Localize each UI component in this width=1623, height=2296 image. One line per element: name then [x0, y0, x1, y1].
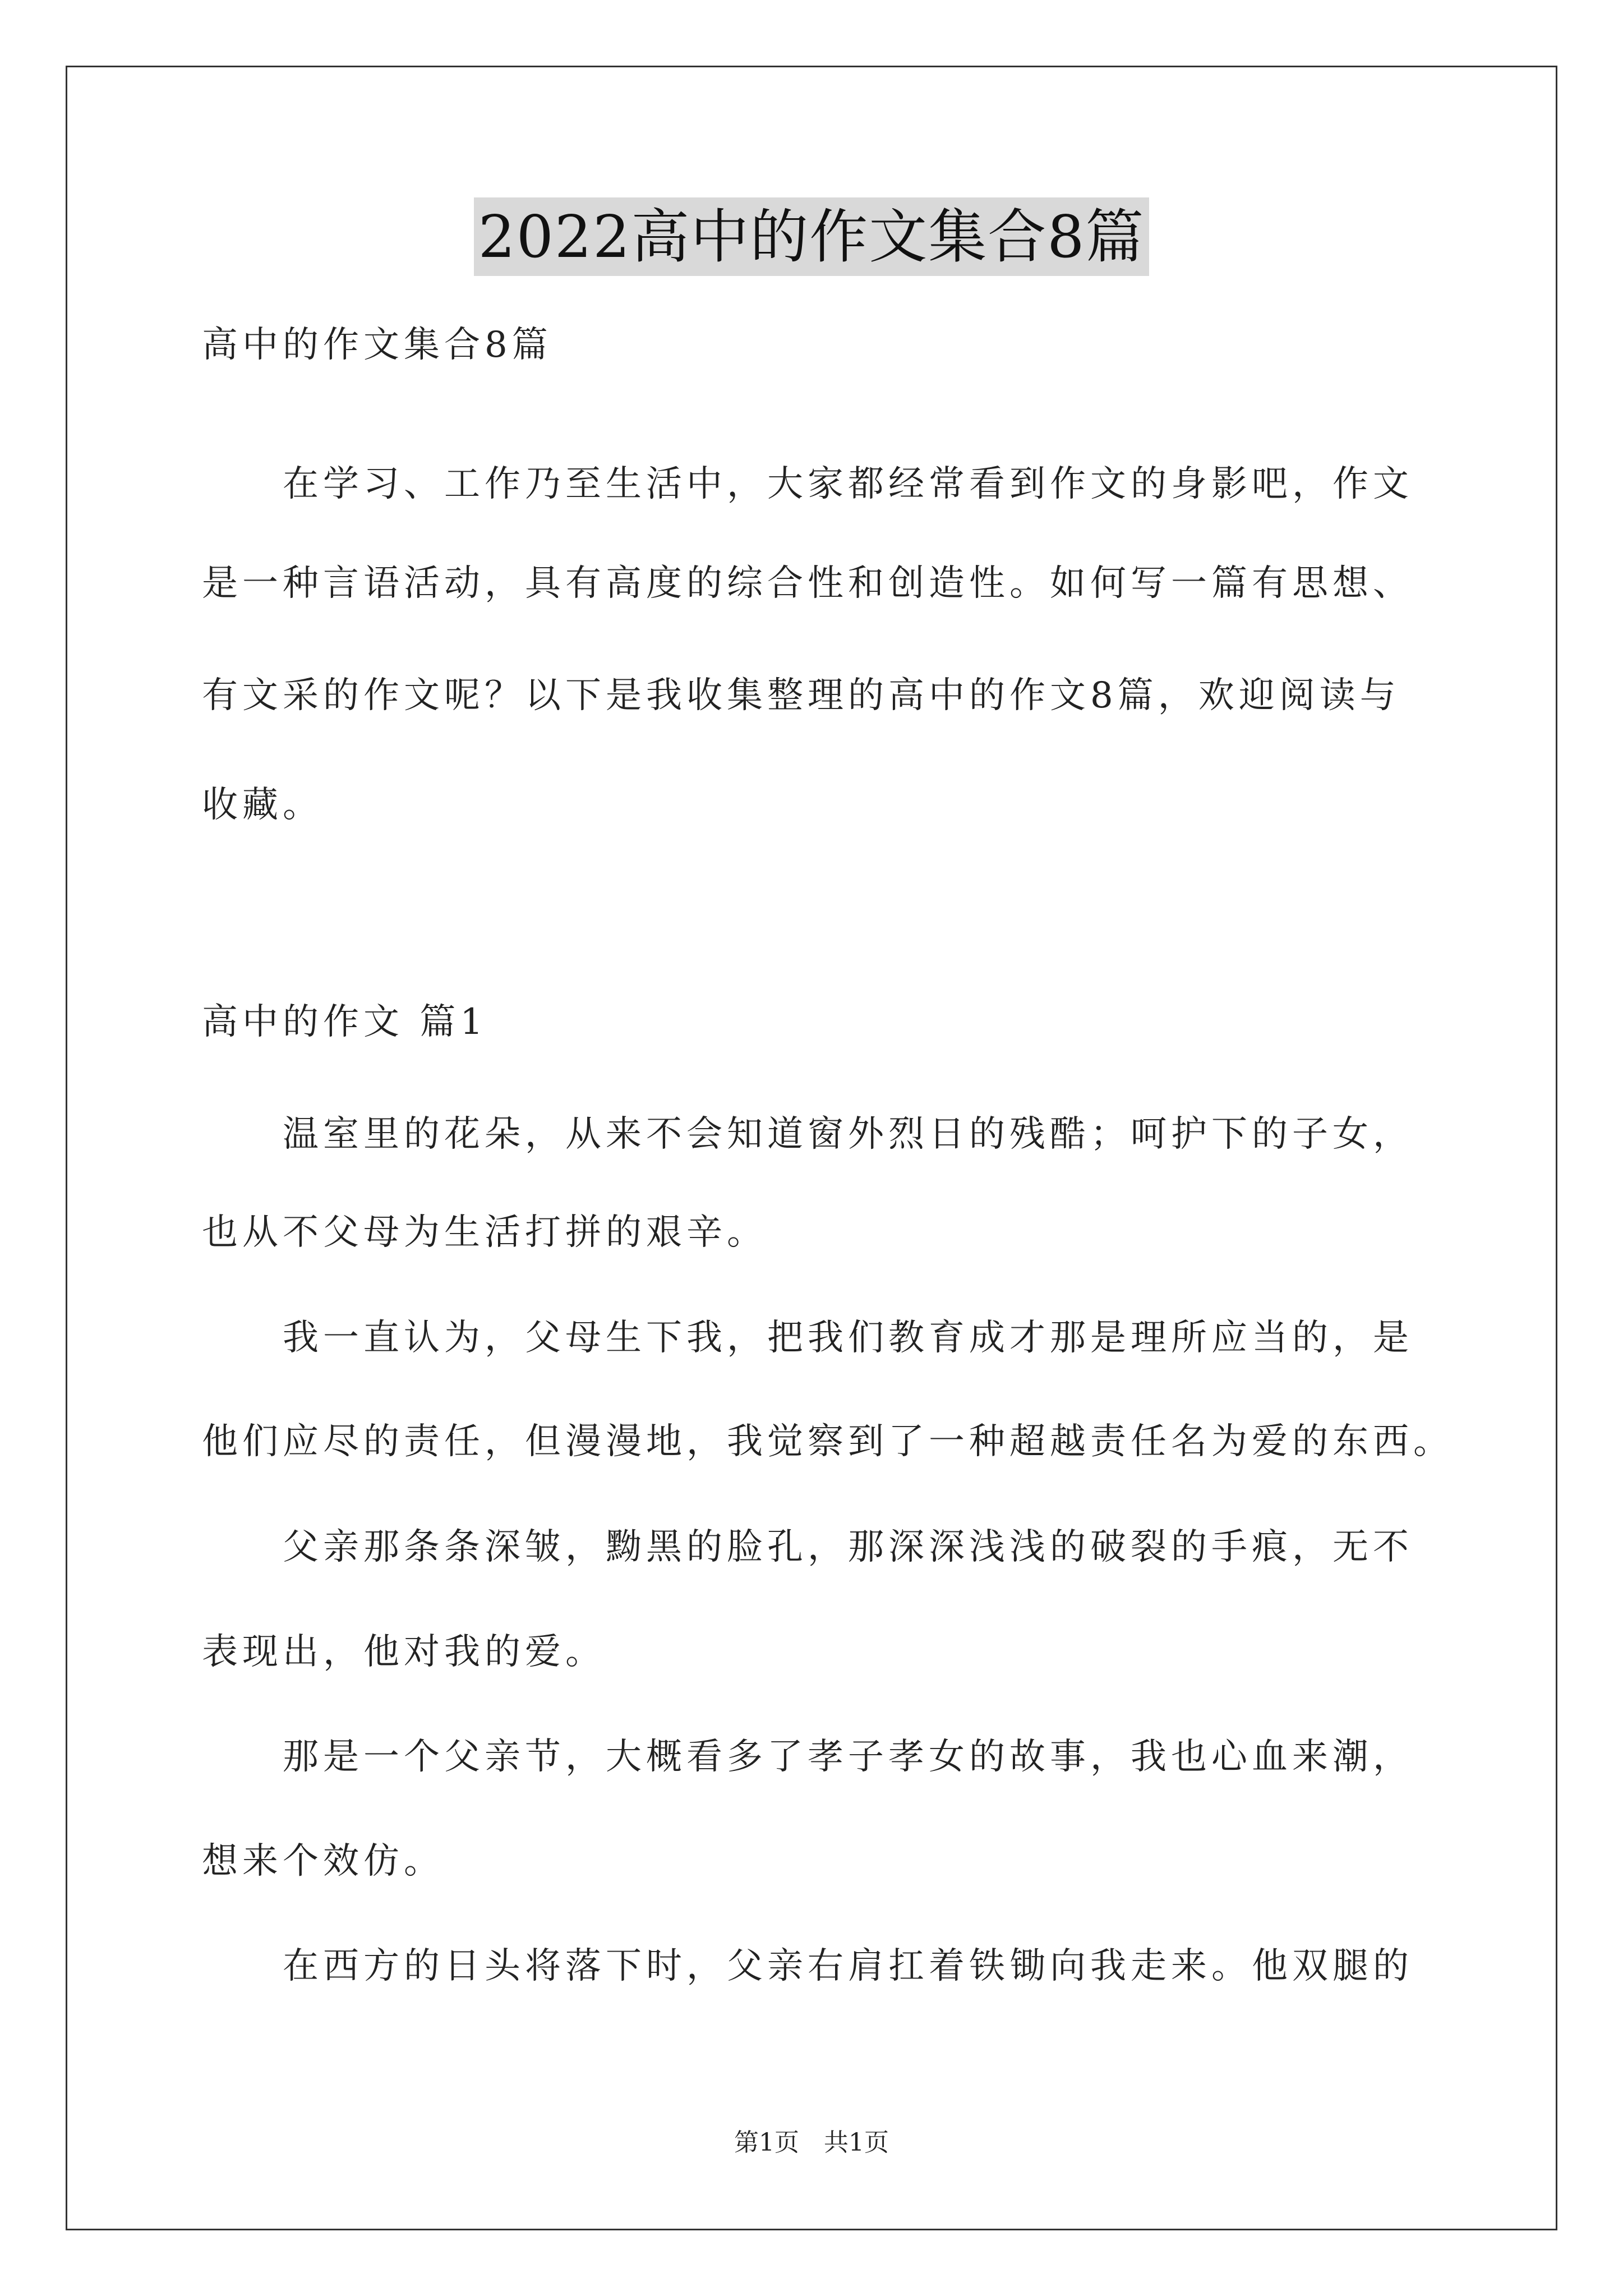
intro-line-2: 是一种言语活动，具有高度的综合性和创造性。如何写一篇有思想、: [202, 563, 1413, 604]
body-line-1: 温室里的花朵，从来不会知道窗外烈日的残酷；呵护下的子女，: [283, 1114, 1413, 1155]
document-title: 2022高中的作文集合8篇: [474, 197, 1150, 276]
body-line-2: 也从不父母为生活打拼的艰辛。: [202, 1212, 767, 1253]
body-line-8: 想来个效仿。: [202, 1841, 444, 1882]
body-line-9: 在西方的日头将落下时，父亲右肩扛着铁锄向我走来。他双腿的: [283, 1945, 1413, 1987]
body-line-7: 那是一个父亲节，大概看多了孝子孝女的故事，我也心血来潮，: [283, 1736, 1413, 1778]
intro-line-3: 有文采的作文呢？以下是我收集整理的高中的作文8篇，欢迎阅读与: [202, 675, 1400, 716]
intro-line-4: 收藏。: [202, 784, 323, 826]
section-heading: 高中的作文 篇1: [202, 1001, 488, 1043]
intro-line-1: 在学习、工作乃至生活中，大家都经常看到作文的身影吧，作文: [283, 463, 1413, 505]
document-subtitle: 高中的作文集合8篇: [202, 324, 552, 366]
page-footer: 第1页 共1页: [734, 2128, 889, 2157]
body-line-3: 我一直认为，父母生下我，把我们教育成才那是理所应当的，是: [283, 1317, 1413, 1359]
body-line-5: 父亲那条条深皱，黝黑的脸孔，那深深浅浅的破裂的手痕，无不: [283, 1526, 1413, 1568]
body-line-4: 他们应尽的责任，但漫漫地，我觉察到了一种超越责任名为爱的东西。: [202, 1421, 1454, 1462]
title-container: [0, 197, 1623, 276]
body-line-6: 表现出，他对我的爱。: [202, 1631, 606, 1673]
